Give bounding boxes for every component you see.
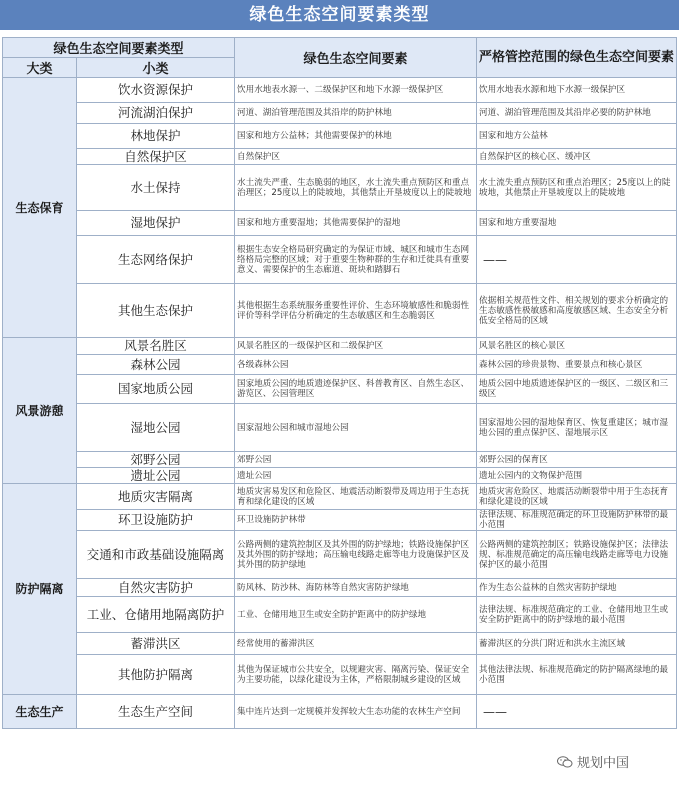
table-row	[3, 510, 677, 531]
table-row	[3, 597, 677, 633]
header-elements: 绿色生态空间要素	[235, 38, 477, 78]
table-body	[3, 38, 677, 729]
major-category-cell: 风景游憩	[3, 338, 77, 484]
element-cell: 根据生态安全格局研究确定的为保证市域、城区和城市生态网络格局完整的区域；对于重要生物种群的生存和迁徙具有重要意义、需要保护的生态廊道、斑块和踏脚石	[235, 236, 477, 284]
element-cell: 经常使用的蓄滞洪区	[235, 633, 477, 655]
strict-control-cell: 水土流失重点预防区和重点治理区；25度以上的陡坡地，其他禁止开垦坡度以上的陡坡地	[477, 165, 677, 211]
strict-control-cell: 蓄滞洪区的分洪门附近和洪水主流区域	[477, 633, 677, 655]
strict-control-cell: 风景名胜区的核心景区	[477, 338, 677, 355]
minor-category-cell: 生态生产空间	[77, 695, 235, 729]
strict-control-cell: ——	[477, 695, 677, 729]
watermark-text: 规划中国	[577, 756, 630, 771]
strict-control-cell: 地质灾害危险区、地震活动断裂带中用于生态抚育和绿化建设的区域	[477, 484, 677, 510]
strict-control-cell: 依据相关规范性文件、相关规划的要求分析确定的生态敏感性极敏感和高度敏感区域、生态安全分析低安全格局的区域	[477, 284, 677, 338]
element-cell: 郊野公园	[235, 452, 477, 468]
element-cell: 地质灾害易发区和危险区、地震活动断裂带及周边用于生态抚育和绿化建设的区域	[235, 484, 477, 510]
minor-category-cell: 其他防护隔离	[77, 655, 235, 695]
strict-control-cell: 地质公园中地质遗迹保护区的一级区、二级区和三级区	[477, 375, 677, 404]
table-row	[3, 375, 677, 404]
element-cell: 公路两侧的建筑控制区及其外围的防护绿地；铁路设施保护区及其外围的防护绿地；高压输电线路走廊等电力设施保护区及其外围的防护绿地	[235, 531, 477, 579]
element-cell: 集中连片达到一定规模并发挥较大生态功能的农林生产空间	[235, 695, 477, 729]
minor-category-cell: 湿地公园	[77, 404, 235, 452]
minor-category-cell: 郊野公园	[77, 452, 235, 468]
minor-category-cell: 湿地保护	[77, 211, 235, 236]
table-row	[3, 338, 677, 355]
strict-control-cell: 自然保护区的核心区、缓冲区	[477, 149, 677, 165]
element-cell: 国家湿地公园和城市湿地公园	[235, 404, 477, 452]
header-type-group: 绿色生态空间要素类型	[3, 38, 235, 58]
minor-category-cell: 遗址公园	[77, 468, 235, 484]
element-cell: 遗址公园	[235, 468, 477, 484]
table-row	[3, 103, 677, 124]
major-category-cell: 防护隔离	[3, 484, 77, 695]
strict-control-cell: 郊野公园的保育区	[477, 452, 677, 468]
minor-category-cell: 自然灾害防护	[77, 579, 235, 597]
major-category-cell: 生态保育	[3, 78, 77, 338]
table-row	[3, 468, 677, 484]
wechat-icon	[557, 756, 573, 768]
minor-category-cell: 工业、仓储用地隔离防护	[77, 597, 235, 633]
element-cell: 国家和地方重要湿地；其他需要保护的湿地	[235, 211, 477, 236]
header-strict: 严格管控范围的绿色生态空间要素	[477, 38, 677, 78]
table-row	[3, 78, 677, 103]
strict-control-cell: ——	[477, 236, 677, 284]
strict-control-cell: 法律法规、标准规范确定的环卫设施防护林带的最小范围	[477, 510, 677, 531]
minor-category-cell: 饮水资源保护	[77, 78, 235, 103]
strict-control-cell: 国家湿地公园的湿地保育区、恢复重建区；城市湿地公园的重点保护区、湿地展示区	[477, 404, 677, 452]
minor-category-cell: 交通和市政基础设施隔离	[77, 531, 235, 579]
table-row	[3, 531, 677, 579]
element-cell: 自然保护区	[235, 149, 477, 165]
header-minor: 小类	[77, 58, 235, 78]
header-row	[3, 38, 677, 58]
element-cell: 水土流失严重、生态脆弱的地区，水土流失重点预防区和重点治理区；25度以上的陡坡地，其他禁止开垦坡度以上的陡坡地	[235, 165, 477, 211]
strict-control-cell: 河道、湖泊管理范围及其沿岸必要的防护林地	[477, 103, 677, 124]
minor-category-cell: 蓄滞洪区	[77, 633, 235, 655]
element-cell: 环卫设施防护林带	[235, 510, 477, 531]
strict-control-cell: 国家和地方公益林	[477, 124, 677, 149]
strict-control-cell: 国家和地方重要湿地	[477, 211, 677, 236]
table-row	[3, 695, 677, 729]
table-row	[3, 284, 677, 338]
strict-control-cell: 作为生态公益林的自然灾害防护绿地	[477, 579, 677, 597]
table-row	[3, 124, 677, 149]
minor-category-cell: 自然保护区	[77, 149, 235, 165]
table-row	[3, 211, 677, 236]
strict-control-cell: 遗址公园内的文物保护范围	[477, 468, 677, 484]
strict-control-cell: 饮用水地表水源和地下水源一级保护区	[477, 78, 677, 103]
table-row	[3, 655, 677, 695]
strict-control-cell: 其他法律法规、标准规范确定的防护隔离绿地的最小范围	[477, 655, 677, 695]
element-cell: 防风林、防沙林、海防林等自然灾害防护绿地	[235, 579, 477, 597]
element-cell: 国家和地方公益林；其他需要保护的林地	[235, 124, 477, 149]
watermark	[557, 752, 629, 771]
minor-category-cell: 林地保护	[77, 124, 235, 149]
minor-category-cell: 风景名胜区	[77, 338, 235, 355]
table-row	[3, 579, 677, 597]
element-cell: 其他为保证城市公共安全，以规避灾害、隔离污染、保证安全为主要功能，以绿化建设为主体，严格限制城乡建设的区域	[235, 655, 477, 695]
table-row	[3, 452, 677, 468]
element-cell: 工业、仓储用地卫生或安全防护距离中的防护绿地	[235, 597, 477, 633]
table-title: 绿色生态空间要素类型	[0, 0, 679, 30]
minor-category-cell: 河流湖泊保护	[77, 103, 235, 124]
table-row	[3, 484, 677, 510]
element-cell: 风景名胜区的一级保护区和二级保护区	[235, 338, 477, 355]
header-major: 大类	[3, 58, 77, 78]
table-row	[3, 236, 677, 284]
green-space-table	[2, 37, 677, 729]
table-row	[3, 165, 677, 211]
element-cell: 饮用水地表水源一、二级保护区和地下水源一级保护区	[235, 78, 477, 103]
table-row	[3, 149, 677, 165]
table-row	[3, 633, 677, 655]
major-category-cell: 生态生产	[3, 695, 77, 729]
strict-control-cell: 森林公园的珍贵景物、重要景点和核心景区	[477, 355, 677, 375]
minor-category-cell: 森林公园	[77, 355, 235, 375]
table-row	[3, 404, 677, 452]
element-cell: 其他根据生态系统服务重要性评价、生态环境敏感性和脆弱性评价等科学评估分析确定的生态敏感区和生态脆弱区	[235, 284, 477, 338]
minor-category-cell: 国家地质公园	[77, 375, 235, 404]
minor-category-cell: 水土保持	[77, 165, 235, 211]
element-cell: 国家地质公园的地质遗迹保护区、科普教育区、自然生态区、游览区、公园管理区	[235, 375, 477, 404]
minor-category-cell: 其他生态保护	[77, 284, 235, 338]
element-cell: 河道、湖泊管理范围及其沿岸的防护林地	[235, 103, 477, 124]
minor-category-cell: 生态网络保护	[77, 236, 235, 284]
minor-category-cell: 环卫设施防护	[77, 510, 235, 531]
minor-category-cell: 地质灾害隔离	[77, 484, 235, 510]
strict-control-cell: 法律法规、标准规范确定的工业、仓储用地卫生或安全防护距离中的防护绿地的最小范围	[477, 597, 677, 633]
table-row	[3, 355, 677, 375]
strict-control-cell: 公路两侧的建筑控制区；铁路设施保护区；法律法规、标准规范确定的高压输电线路走廊等电力设施保护区的最小范围	[477, 531, 677, 579]
element-cell: 各级森林公园	[235, 355, 477, 375]
